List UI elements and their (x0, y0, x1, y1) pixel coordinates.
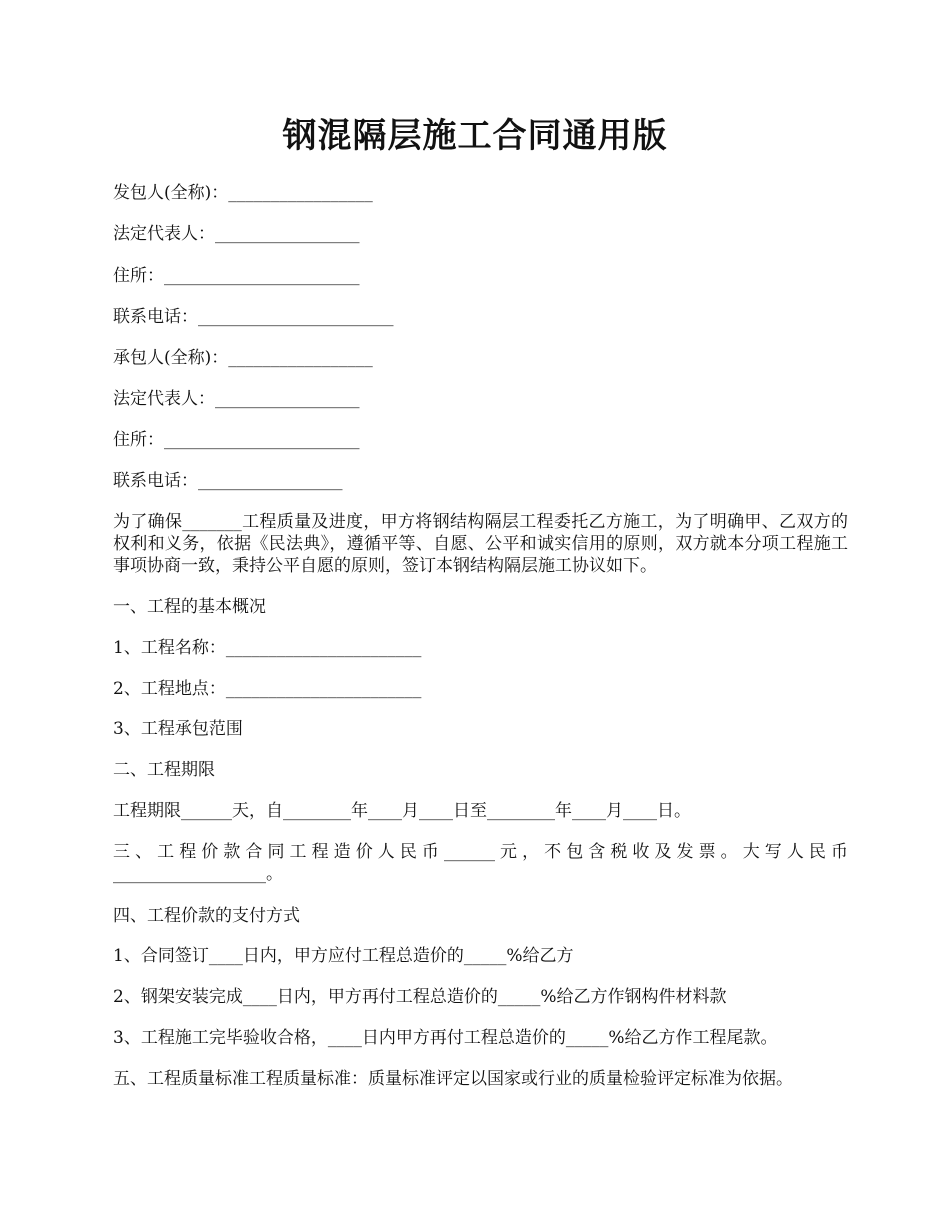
party-b-name-line: 承包人(全称)：_________________ (113, 348, 373, 368)
party-b-address-line: 住所：_______________________ (113, 430, 360, 450)
party-a-phone-line: 联系电话：_______________________ (113, 307, 394, 327)
section-4-item-2: 2、钢架安装完成____日内，甲方再付工程总造价的_____%给乙方作钢构件材料款 (113, 987, 727, 1007)
section-1-heading: 一、工程的基本概况 (113, 597, 266, 617)
party-a-representative-line: 法定代表人：_________________ (113, 224, 360, 244)
party-b-representative-line: 法定代表人：_________________ (113, 389, 360, 409)
intro-paragraph: 为了确保_______工程质量及进度，甲方将钢结构隔层工程委托乙方施工，为了明确甲、乙双方的权利和义务，依据《民法典》，遵循平等、自愿、公平和诚实信用的原则，双方就本分项工程施工事项协商一致，秉持公平自愿的原则，签订本钢结构隔层施工协议如下。 (113, 512, 848, 576)
section-4-item-1: 1、合同签订____日内，甲方应付工程总造价的_____%给乙方 (113, 946, 574, 966)
document-title: 钢混隔层施工合同通用版 (282, 116, 668, 156)
section-2-text: 工程期限______天，自________年____月____日至________年____月____日。 (113, 801, 691, 821)
section-1-item-1: 1、工程名称：_______________________ (113, 638, 422, 658)
section-5-text: 五、工程质量标准工程质量标准：质量标准评定以国家或行业的质量检验评定标准为依据。 (113, 1069, 793, 1089)
section-3-paragraph: 三、工程价款合同工程造价人民币______元，不包含税收及发票。大写人民币__________________。 (113, 842, 848, 884)
section-2-heading: 二、工程期限 (113, 760, 215, 780)
section-4-heading: 四、工程价款的支付方式 (113, 906, 300, 926)
party-b-phone-line: 联系电话：_________________ (113, 471, 343, 491)
party-a-name-line: 发包人(全称)：_________________ (113, 183, 373, 203)
section-1-item-3: 3、工程承包范围 (113, 719, 243, 739)
section-4-item-3: 3、工程施工完毕验收合格，____日内甲方再付工程总造价的_____%给乙方作工程尾款。 (113, 1028, 778, 1048)
section-1-item-2: 2、工程地点：_______________________ (113, 679, 422, 699)
party-a-address-line: 住所：_______________________ (113, 266, 360, 286)
